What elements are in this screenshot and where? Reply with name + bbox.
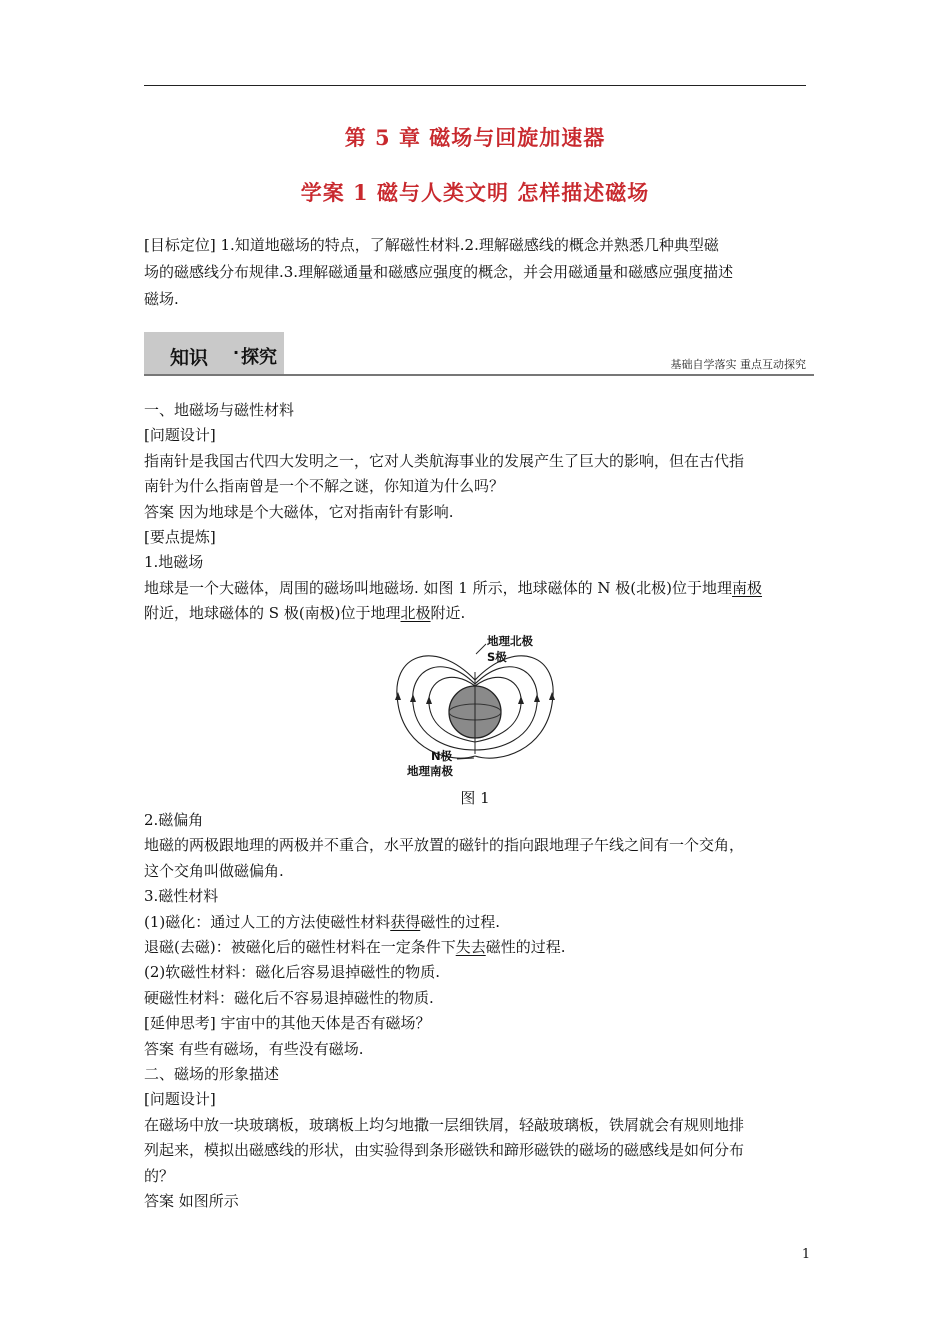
objective-line: 场的磁感线分布规律.3.理解磁通量和磁感应强度的概念，并会用磁通量和磁感应强度描述 (144, 263, 734, 281)
label-s-pole: S极 (487, 650, 507, 664)
section-heading: 一、地磁场与磁性材料 (144, 401, 295, 419)
field-arrow (426, 696, 432, 704)
subheading-declination: 2.磁偏角 (144, 811, 204, 829)
banner-underline (144, 374, 814, 376)
header-rule (144, 85, 806, 86)
pointer-line (476, 644, 486, 654)
question-text: 南针为什么指南曾是一个不解之谜，你知道为什么吗？ (144, 477, 505, 496)
text-run: 磁性的过程. (420, 912, 501, 931)
underlined-answer: 南极 (732, 578, 763, 597)
learning-objectives (144, 232, 806, 313)
label-geographic-north: 地理北极 (487, 634, 533, 648)
text-run: (1)磁化：通过人工的方法使磁性材料 (144, 912, 391, 931)
text-run: 磁性的过程. (485, 938, 566, 957)
question-text: 列起来，模拟出磁感线的形状，由实验得到条形磁铁和蹄形磁铁的磁场的磁感线是如何分布 (144, 1141, 745, 1160)
field-arrow (410, 694, 416, 702)
banner-subtitle: 基础自学落实 重点互动探究 (670, 358, 806, 371)
section-banner (144, 332, 814, 376)
subheading-magnetic-materials: 3.磁性材料 (144, 887, 219, 906)
extension-question: [延伸思考] 宇宙中的其他天体是否有磁场？ (144, 1014, 431, 1033)
answer-text: 答案 因为地球是个大磁体，它对指南针有影响. (144, 502, 454, 521)
page-number: 1 (801, 1247, 811, 1262)
objective-line: 磁场. (144, 290, 179, 308)
text-run: 退磁(去磁)：被磁化后的磁性材料在一定条件下 (144, 938, 456, 957)
paragraph-line (144, 935, 806, 960)
question-text: 在磁场中放一块玻璃板，玻璃板上均匀地撒一层细铁屑，轻敲玻璃板，铁屑就会有规则地排 (144, 1115, 745, 1134)
text-run: 地球是一个大磁体，周围的磁场叫地磁场. 如图 1 所示，地球磁体的 N 极(北极)位于地理 (144, 578, 732, 597)
text-run: 附近，地球磁体的 S 极(南极)位于地理 (144, 604, 401, 623)
text-run: 附近. (430, 604, 466, 623)
paragraph-line (144, 601, 806, 626)
key-points-tag: [要点提炼] (144, 528, 216, 547)
paragraph-line (144, 576, 806, 601)
earth-magnetic-field-diagram (395, 632, 555, 780)
paragraph-line: 硬磁性材料：磁化后不容易退掉磁性的物质. (144, 988, 434, 1007)
paragraph-line: 地磁的两极跟地理的两极并不重合，水平放置的磁针的指向跟地理子午线之间有一个交角， (144, 836, 745, 855)
paragraph-line (144, 910, 806, 935)
paragraph-line: (2)软磁性材料：磁化后容易退掉磁性的物质. (144, 963, 441, 982)
question-text: 指南针是我国古代四大发明之一，它对人类航海事业的发展产生了巨大的影响，但在古代指 (144, 451, 745, 470)
underlined-answer: 北极 (400, 604, 431, 623)
figure-caption: 图 1 (460, 789, 490, 807)
field-arrow (534, 694, 540, 702)
question-text: 的？ (144, 1166, 175, 1185)
underlined-answer: 获得 (390, 912, 421, 931)
problem-tag: [问题设计] (144, 1090, 216, 1109)
banner-separator-dot: · (233, 343, 240, 362)
banner-title-knowledge: 知识 (170, 347, 209, 369)
field-arrow (395, 692, 401, 700)
objective-line: [目标定位] 1.知道地磁场的特点，了解磁性材料.2.理解磁感线的概念并熟悉几种典型磁 (144, 236, 719, 254)
field-arrow (518, 696, 524, 704)
section-declination-materials (144, 808, 806, 1215)
chapter-title: 第 5 章 磁场与回旋加速器 (344, 125, 606, 150)
subheading-geomagnetic-field: 1.地磁场 (144, 553, 204, 572)
banner-title-explore: 探究 (241, 347, 277, 368)
answer-text: 答案 有些有磁场，有些没有磁场. (144, 1039, 364, 1058)
field-arrow (549, 692, 555, 700)
paragraph-line: 这个交角叫做磁偏角. (144, 861, 284, 880)
underlined-answer: 失去 (455, 938, 486, 957)
answer-text: 答案 如图所示 (144, 1192, 239, 1211)
section-heading: 二、磁场的形象描述 (144, 1065, 280, 1084)
lesson-title: 学案 1 磁与人类文明 怎样描述磁场 (300, 180, 650, 205)
section-geomagnetic (144, 398, 806, 627)
label-geographic-south: 地理南极 (407, 764, 453, 778)
label-n-pole: N极 (431, 749, 453, 763)
problem-tag: [问题设计] (144, 426, 216, 445)
